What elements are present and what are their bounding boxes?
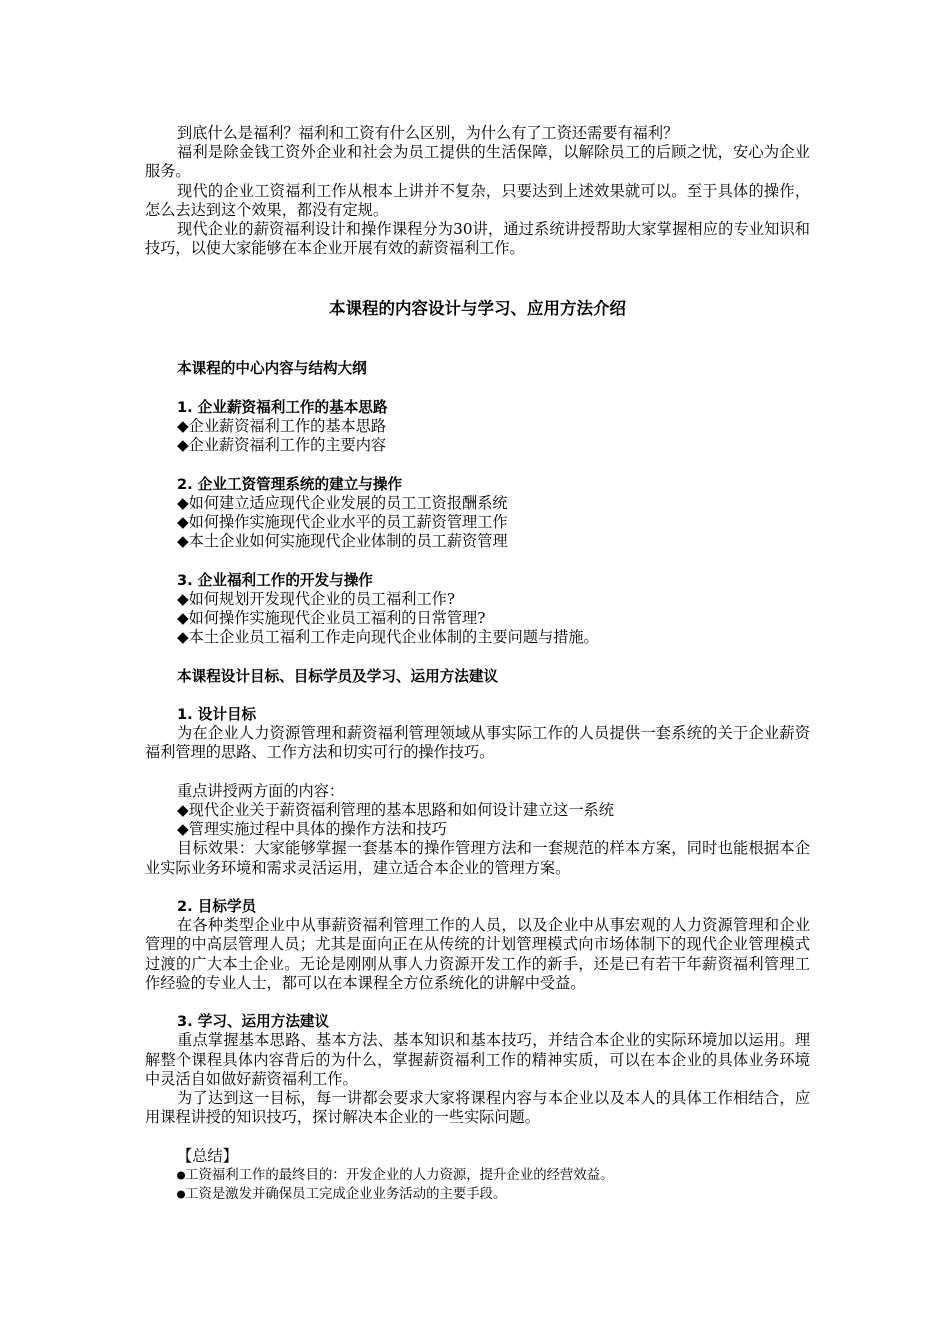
- intro-paragraph-2: 福利是除金钱工资外企业和社会为员工提供的生活保障，以解除员工的后顾之忧，安心为企业服务。: [145, 143, 810, 181]
- method-heading: 3. 学习、运用方法建议: [177, 1013, 330, 1031]
- students-heading: 2. 目标学员: [177, 898, 257, 915]
- method-paragraph-2: 为了达到这一目标，每一讲都会要求大家将课程内容与本企业以及本人的具体工作相结合，应用课程讲授的知识技巧，探讨解决本企业的一些实际问题。: [145, 1089, 810, 1127]
- list-item: ◆管理实施过程中具体的操作方法和技巧: [177, 820, 447, 839]
- design-heading: 本课程设计目标、目标学员及学习、运用方法建议: [177, 667, 499, 685]
- students-paragraph: 在各种类型企业中从事薪资福利管理工作的人员，以及企业中从事宏观的人力资源管理和企业管理的中高层管理人员；尤其是面向正在从传统的计划管理模式向市场体制下的现代企业管理模式过渡的广大本土企业。无论是刚刚从事人力资源开发工作的新手，还是已有若干年薪资福利管理工作经验的专业人士，都可以在本课程全方位系统化的讲解中受益。: [145, 916, 810, 992]
- list-item: ◆如何规划开发现代企业的员工福利工作?: [177, 589, 456, 608]
- list-item: ◆如何操作实施现代企业员工福利的日常管理?: [177, 609, 486, 628]
- intro-paragraph-3: 现代的企业工资福利工作从根本上讲并不复杂，只要达到上述效果就可以。至于具体的操作，怎么去达到这个效果，都没有定规。: [145, 181, 810, 219]
- section-3-heading: 3. 企业福利工作的开发与操作: [177, 571, 373, 589]
- goal-effect-paragraph: 目标效果：大家能够掌握一套基本的操作管理方法和一套规范的样本方案，同时也能根据本企业实际业务环境和需求灵活运用，建立适合本企业的管理方案。: [145, 839, 810, 877]
- summary-item: ●工资是激发并确保员工完成企业业务活动的主要手段。: [177, 1187, 507, 1203]
- list-item: ◆企业薪资福利工作的主要内容: [177, 436, 387, 455]
- goal-paragraph: 为在企业人力资源管理和薪资福利管理领域从事实际工作的人员提供一套系统的关于企业薪资福利管理的思路、工作方法和切实可行的操作技巧。: [145, 724, 810, 762]
- section-2-heading: 2. 企业工资管理系统的建立与操作: [177, 475, 403, 493]
- method-paragraph-1: 重点掌握基本思路、基本方法、基本知识和基本技巧，并结合本企业的实际环境加以运用。理解整个课程具体内容背后的为什么，掌握薪资福利工作的精神实质，可以在本企业的具体业务环境中灵活自如做好薪资福利工作。: [145, 1031, 810, 1088]
- outline-heading: 本课程的中心内容与结构大纲: [177, 360, 367, 378]
- list-item: ◆本土企业员工福利工作走向现代企业体制的主要问题与措施。: [177, 628, 599, 647]
- intro-paragraph-1: 到底什么是福利？福利和工资有什么区别，为什么有了工资还需要有福利？: [177, 124, 679, 142]
- goal-focus-intro: 重点讲授两方面的内容：: [177, 781, 345, 800]
- list-item: ◆本土企业如何实施现代企业体制的员工薪资管理: [177, 532, 508, 551]
- list-item: ◆现代企业关于薪资福利管理的基本思路和如何设计建立这一系统: [177, 801, 614, 819]
- course-title: 本课程的内容设计与学习、应用方法介绍: [329, 299, 626, 319]
- summary-heading: 【总结】: [177, 1146, 238, 1165]
- list-item: ◆如何操作实施现代企业水平的员工薪资管理工作: [177, 513, 508, 532]
- intro-paragraph-4: 现代企业的薪资福利设计和操作课程分为30讲，通过系统讲授帮助大家掌握相应的专业知识和技巧，以使大家能够在本企业开展有效的薪资福利工作。: [145, 220, 810, 258]
- document-page: [145, 124, 810, 1204]
- list-item: ◆如何建立适应现代企业发展的员工工资报酬系统: [177, 493, 508, 512]
- summary-item: ●工资福利工作的最终目的：开发企业的人力资源，提升企业的经营效益。: [177, 1167, 614, 1183]
- section-1-heading: 1. 企业薪资福利工作的基本思路: [177, 398, 388, 416]
- goal-heading: 1. 设计目标: [177, 706, 257, 723]
- list-item: ◆企业薪资福利工作的基本思路: [177, 417, 387, 436]
